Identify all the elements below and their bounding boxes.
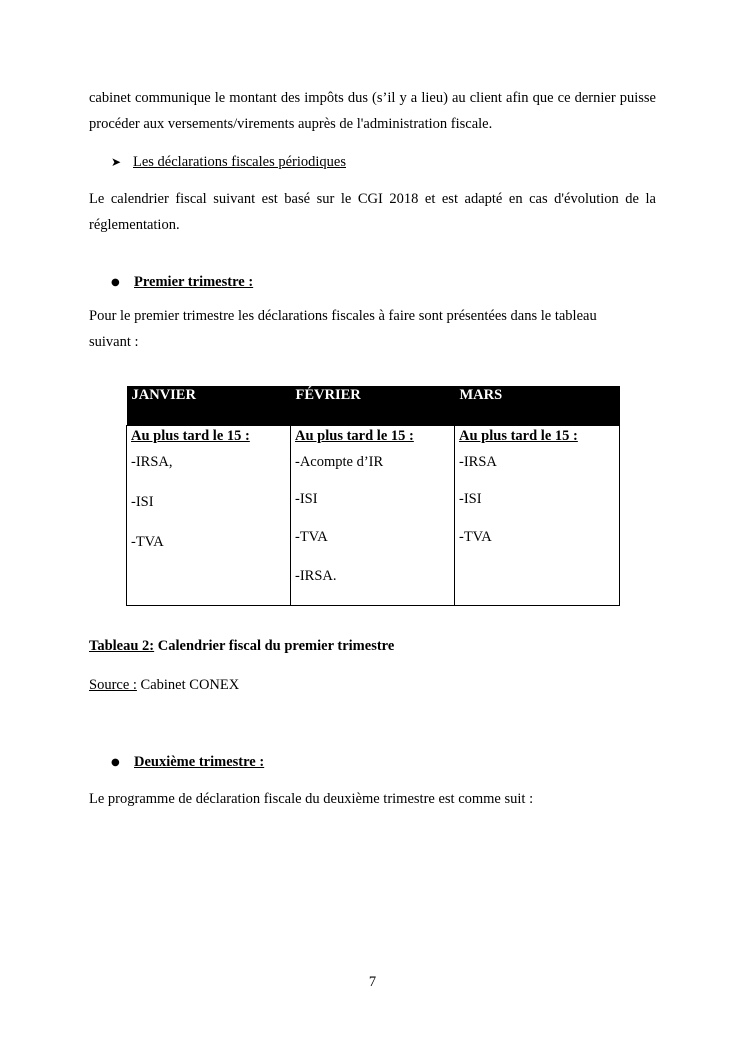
caption-text: Calendrier fiscal du premier trimestre (154, 638, 395, 654)
month-header: JANVIER (127, 386, 291, 426)
bullet-dot-icon: ● (111, 757, 120, 768)
q1-calendar-table (126, 386, 620, 606)
calendar-paragraph: Le calendrier fiscal suivant est basé sur le CGI 2018 et est adapté en cas d'évolution de la réglementation. (89, 191, 656, 233)
q1-heading-line (111, 269, 253, 296)
tax-item: -TVA (459, 529, 492, 545)
q1-heading: Premier trimestre : (134, 274, 254, 290)
q1-paragraph-line2: suivant : (89, 334, 139, 350)
section-heading: Les déclarations fiscales périodiques (133, 154, 346, 170)
source-label: Source : (89, 677, 137, 693)
q2-paragraph: Le programme de déclaration fiscale du deuxième trimestre est comme suit : (89, 791, 534, 807)
page-number: 7 (368, 974, 377, 990)
document-page (89, 0, 656, 1053)
tax-item: -ISI (131, 494, 154, 510)
table-caption (89, 633, 656, 659)
tax-item: -ISI (459, 491, 482, 507)
table-header-row (127, 386, 620, 426)
deadline-label: Au plus tard le 15 : (295, 428, 414, 444)
table-cell-fevrier (291, 426, 455, 606)
deadline-label: Au plus tard le 15 : (131, 428, 250, 444)
table-cell-janvier (127, 426, 291, 606)
tax-item: -Acompte d’IR (295, 454, 384, 470)
arrow-bullet-icon: ➤ (111, 155, 122, 169)
section-heading-line (111, 149, 346, 175)
table-source (89, 672, 656, 698)
tax-item: -IRSA. (295, 568, 337, 584)
q1-paragraph-line1: Pour le premier trimestre les déclarations fiscales à faire sont présentées dans le tableau (89, 308, 597, 324)
source-text: Cabinet CONEX (136, 677, 240, 693)
table-row (127, 426, 620, 606)
tax-item: -TVA (295, 529, 328, 545)
q1-paragraph (89, 303, 656, 355)
month-header: MARS (455, 386, 620, 426)
deadline-label: Au plus tard le 15 : (459, 428, 578, 444)
tax-item: -IRSA, (131, 454, 173, 470)
tax-item: -TVA (131, 534, 164, 550)
q2-heading: Deuxième trimestre : (134, 754, 265, 770)
table-cell-mars (455, 426, 620, 606)
tax-item: -ISI (295, 491, 318, 507)
month-header: FÉVRIER (291, 386, 455, 426)
intro-paragraph: cabinet communique le montant des impôts dus (s’il y a lieu) au client afin que ce dernier puisse procéder aux versements/virements auprès de l'administration fiscale. (89, 90, 656, 132)
tax-item: -IRSA (459, 454, 497, 470)
caption-label: Tableau 2: (89, 638, 155, 654)
q2-heading-line (111, 749, 264, 776)
bullet-dot-icon: ● (111, 277, 120, 288)
